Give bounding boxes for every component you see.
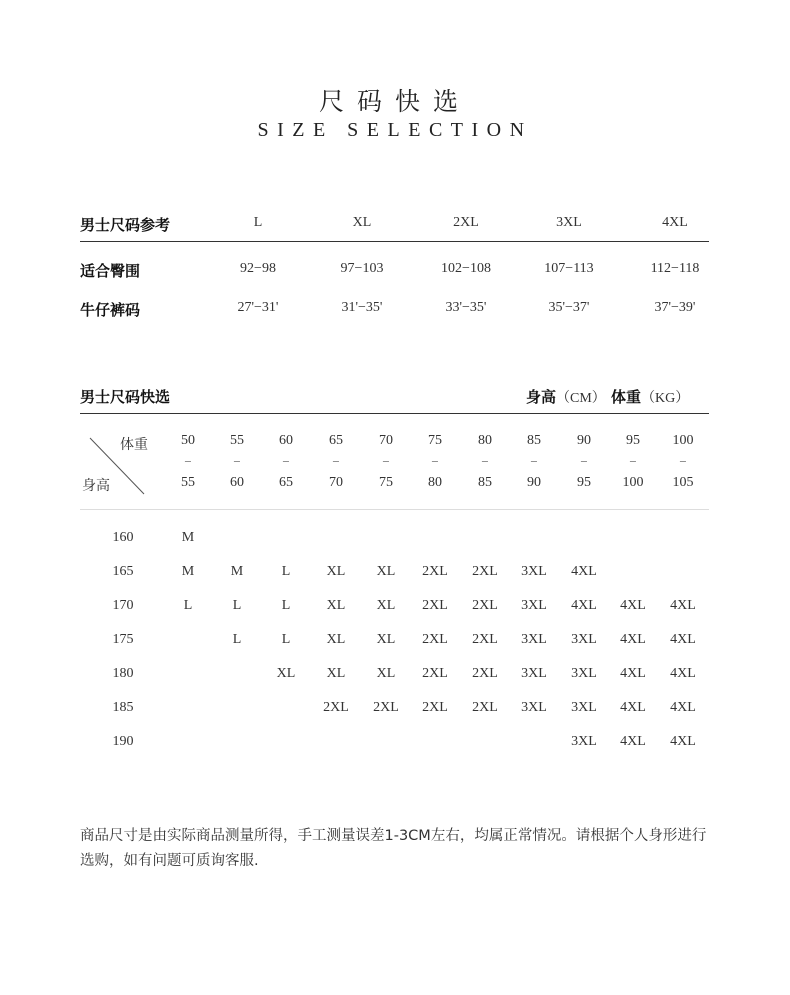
weight-range-from: 80: [478, 433, 492, 448]
size-cell: 4XL: [620, 734, 646, 749]
weight-range-from: 55: [230, 433, 244, 448]
reference-row-label: 适合臀围: [80, 262, 141, 280]
weight-range-dash: −: [580, 454, 588, 469]
size-cell: 4XL: [571, 564, 597, 579]
reference-cell: 27'−31': [237, 300, 279, 315]
height-row-label: 165: [112, 564, 134, 579]
weight-range-to: 85: [478, 475, 492, 490]
weight-range-from: 50: [181, 433, 195, 448]
page-title-cn: 尺码快选: [318, 87, 471, 116]
corner-weight-label: 体重: [120, 437, 148, 453]
size-cell: XL: [326, 666, 346, 681]
weight-range-dash: −: [184, 454, 192, 469]
size-cell: XL: [376, 632, 396, 647]
size-cell: 2XL: [472, 632, 498, 647]
size-cell: 2XL: [472, 598, 498, 613]
height-unit-label: 身高: [526, 388, 557, 406]
reference-size-header: 3XL: [556, 215, 582, 230]
size-cell: L: [281, 632, 291, 647]
page-title-en: SIZE SELECTION: [257, 119, 533, 141]
reference-cell: 97−103: [340, 261, 384, 276]
weight-range-dash: −: [431, 454, 439, 469]
size-cell: 4XL: [620, 666, 646, 681]
size-cell: 3XL: [571, 734, 597, 749]
quick-header-divider: [80, 509, 709, 510]
size-cell: L: [281, 564, 291, 579]
size-cell: 2XL: [422, 666, 448, 681]
measurement-note: 商品尺寸是由实际商品测量所得，手工测量误差1-3CM左右，均属正常情况。请根据个人身形进行选购，如有问题可质询客服.: [80, 828, 707, 869]
size-cell: 3XL: [521, 598, 547, 613]
size-cell: 3XL: [521, 632, 547, 647]
reference-header-label: 男士尺码参考: [80, 216, 171, 234]
height-row-label: 175: [112, 632, 134, 647]
size-cell: 2XL: [422, 700, 448, 715]
size-cell: 4XL: [670, 700, 696, 715]
size-cell: 3XL: [521, 700, 547, 715]
size-cell: XL: [326, 564, 346, 579]
weight-range-to: 70: [329, 475, 343, 490]
weight-range-from: 75: [428, 433, 442, 448]
reference-size-header: 2XL: [453, 215, 479, 230]
size-cell: L: [183, 598, 193, 613]
reference-cell: 92−98: [240, 261, 276, 276]
weight-range-dash: −: [282, 454, 290, 469]
weight-range-dash: −: [481, 454, 489, 469]
reference-size-header: L: [253, 215, 263, 230]
corner-height-label: 身高: [82, 478, 110, 494]
size-cell: 3XL: [571, 700, 597, 715]
size-cell: XL: [326, 598, 346, 613]
weight-range-dash: −: [233, 454, 241, 469]
height-unit: （CM）: [556, 391, 606, 406]
size-cell: M: [181, 564, 195, 579]
size-cell: 2XL: [422, 564, 448, 579]
size-cell: XL: [326, 632, 346, 647]
size-cell: 4XL: [571, 598, 597, 613]
quick-units: [526, 386, 689, 407]
reference-cell: 35'−37': [548, 300, 590, 315]
weight-range-from: 60: [279, 433, 293, 448]
size-cell: 4XL: [620, 598, 646, 613]
weight-range-to: 105: [672, 475, 694, 490]
size-cell: 4XL: [670, 632, 696, 647]
weight-unit: （KG）: [641, 391, 690, 406]
reference-size-header: XL: [352, 215, 372, 230]
weight-range-to: 100: [622, 475, 644, 490]
weight-range-from: 70: [379, 433, 393, 448]
height-row-label: 190: [112, 734, 134, 749]
reference-cell: 31'−35': [341, 300, 383, 315]
size-cell: L: [232, 598, 242, 613]
size-cell: 2XL: [472, 666, 498, 681]
reference-cell: 102−108: [441, 261, 491, 276]
size-cell: 2XL: [323, 700, 349, 715]
height-row-label: 160: [112, 530, 134, 545]
size-cell: L: [281, 598, 291, 613]
size-cell: 2XL: [472, 564, 498, 579]
size-cell: 2XL: [472, 700, 498, 715]
size-cell: 4XL: [620, 632, 646, 647]
weight-range-dash: −: [679, 454, 687, 469]
size-cell: 2XL: [422, 598, 448, 613]
reference-cell: 112−118: [650, 261, 700, 276]
weight-range-to: 90: [527, 475, 541, 490]
weight-range-from: 95: [626, 433, 640, 448]
quick-divider: [80, 413, 709, 414]
weight-unit-label: 体重: [611, 388, 642, 406]
size-cell: 2XL: [422, 632, 448, 647]
weight-range-to: 55: [181, 475, 195, 490]
reference-size-header: 4XL: [662, 215, 688, 230]
size-cell: XL: [376, 598, 396, 613]
weight-range-from: 90: [577, 433, 591, 448]
size-cell: 4XL: [620, 700, 646, 715]
reference-divider: [80, 241, 709, 242]
weight-range-to: 60: [230, 475, 244, 490]
size-cell: 3XL: [521, 564, 547, 579]
size-cell: 2XL: [373, 700, 399, 715]
weight-range-to: 80: [428, 475, 442, 490]
reference-cell: 37'−39': [654, 300, 696, 315]
reference-row-label: 牛仔裤码: [80, 301, 141, 319]
size-cell: M: [230, 564, 244, 579]
weight-range-dash: −: [530, 454, 538, 469]
height-row-label: 185: [112, 700, 134, 715]
weight-range-dash: −: [629, 454, 637, 469]
weight-range-to: 75: [379, 475, 393, 490]
weight-range-from: 65: [329, 433, 343, 448]
size-cell: XL: [376, 666, 396, 681]
size-cell: XL: [376, 564, 396, 579]
weight-range-from: 85: [527, 433, 541, 448]
size-cell: M: [181, 530, 195, 545]
weight-range-dash: −: [332, 454, 340, 469]
weight-range-to: 95: [577, 475, 591, 490]
size-cell: L: [232, 632, 242, 647]
size-cell: 3XL: [571, 632, 597, 647]
weight-range-from: 100: [672, 433, 694, 448]
size-cell: 3XL: [571, 666, 597, 681]
weight-range-dash: −: [382, 454, 390, 469]
weight-range-to: 65: [279, 475, 293, 490]
reference-cell: 107−113: [544, 261, 594, 276]
height-row-label: 170: [112, 598, 134, 613]
size-cell: 4XL: [670, 598, 696, 613]
size-cell: 4XL: [670, 734, 696, 749]
size-cell: XL: [276, 666, 296, 681]
quick-header-label: 男士尺码快选: [80, 388, 171, 406]
size-cell: 3XL: [521, 666, 547, 681]
reference-cell: 33'−35': [445, 300, 487, 315]
size-cell: 4XL: [670, 666, 696, 681]
height-row-label: 180: [112, 666, 134, 681]
